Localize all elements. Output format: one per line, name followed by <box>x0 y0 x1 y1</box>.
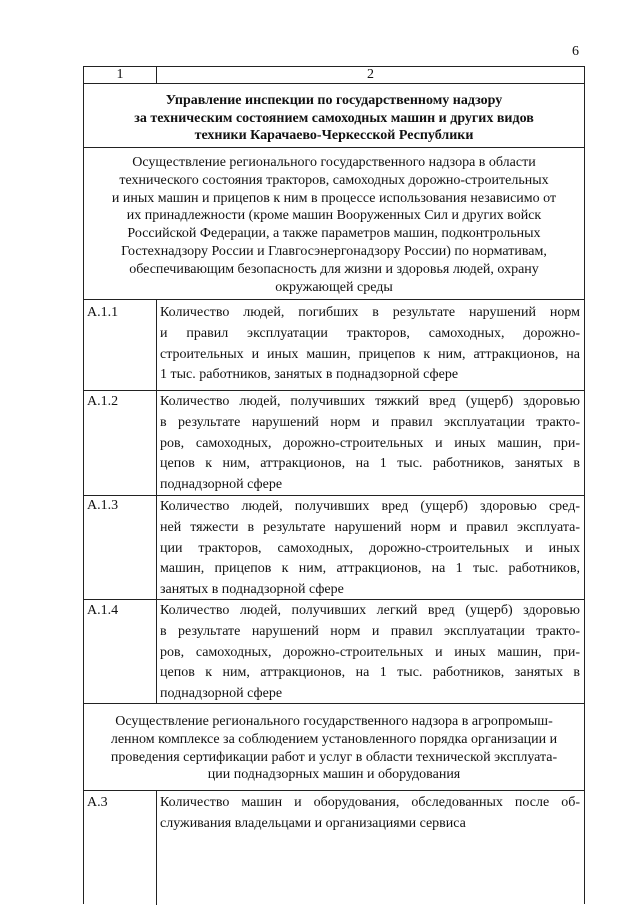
description-line: ров, самоходных, дорожно-строительных и иных машин, при- <box>160 644 580 660</box>
indicator-table <box>83 66 585 904</box>
description-line: цепов к ним, аттракционов, на 1 тыс. работников, занятых в <box>160 456 580 472</box>
column-divider <box>156 790 157 905</box>
section-heading-regional-supervision <box>84 154 584 296</box>
description-line: Количество людей, получивших легкий вред (ущерб) здоровью <box>160 603 580 618</box>
page-number: 6 <box>572 44 579 59</box>
description-line: поднадзорной сфере <box>160 686 283 702</box>
section-line: Осуществление регионального государственного надзора в агропромыш- <box>115 714 553 729</box>
divider <box>84 703 584 704</box>
description-line: машин, прицепов к ним, аттракционов, на 1 тыс. работников, <box>160 561 580 577</box>
description-line: и правил эксплуатации тракторов, самоходных, дорожно- <box>160 325 580 341</box>
indicator-description <box>160 392 580 496</box>
section-line: Гостехнадзору России и Главгосэнергонадзору России) по нормативам, <box>121 243 547 259</box>
column-1-header: 1 <box>84 67 157 83</box>
divider <box>84 390 584 391</box>
description-line: служивания владельцами и организациями сервиса <box>160 815 466 831</box>
description-line: занятых в поднадзорной сфере <box>160 582 344 598</box>
description-line: ции тракторов, самоходных, дорожно-строительных и иных <box>160 540 580 556</box>
agency-title-line: техники Карачаево-Черкесской Республики <box>194 128 474 143</box>
divider <box>84 790 584 791</box>
description-line: в результате нарушений норм и правил эксплуатации тракто- <box>160 623 580 639</box>
indicator-description <box>160 497 580 601</box>
section-heading-agro-certification <box>84 713 584 784</box>
indicator-description <box>160 793 580 835</box>
description-line: Количество людей, получивших вред (ущерб) здоровью сред- <box>160 499 580 514</box>
column-2-header: 2 <box>367 67 374 82</box>
indicator-code: А.1.1 <box>87 305 119 320</box>
agency-title-line: Управление инспекции по государственному надзору <box>165 93 503 108</box>
section-line: ленном комплексе за соблюдением установленного порядка организации и <box>110 731 558 747</box>
table-header-row <box>84 67 584 84</box>
agency-title-line: за техническим состоянием самоходных машин и других видов <box>134 110 534 126</box>
divider <box>84 495 584 496</box>
divider <box>84 299 584 300</box>
divider <box>84 599 584 600</box>
description-line: ней тяжести в результате нарушений норм и правил эксплуата- <box>160 519 580 535</box>
description-line: Количество машин и оборудования, обследованных после об- <box>160 795 580 810</box>
divider <box>84 147 584 148</box>
description-line: 1 тыс. работников, занятых в поднадзорной сфере <box>160 367 459 383</box>
indicator-code: А.1.4 <box>87 603 119 618</box>
indicator-description <box>160 601 580 705</box>
indicator-description <box>160 303 580 386</box>
section-line: ции поднадзорных машин и оборудования <box>207 767 461 783</box>
column-divider <box>156 299 157 703</box>
agency-title <box>84 92 584 145</box>
description-line: Количество людей, погибших в результате нарушений норм <box>160 305 580 320</box>
description-line: в результате нарушений норм и правил эксплуатации тракто- <box>160 414 580 430</box>
indicator-code: А.3 <box>87 795 108 810</box>
section-line: Осуществление регионального государственного надзора в области <box>132 155 536 170</box>
description-line: поднадзорной сфере <box>160 477 283 493</box>
indicator-code: А.1.2 <box>87 394 119 409</box>
description-line: строительных и иных машин, прицепов к ним, аттракционов, на <box>160 346 580 362</box>
description-line: ров, самоходных, дорожно-строительных и иных машин, при- <box>160 435 580 451</box>
section-line: их принадлежности (кроме машин Вооруженных Сил и других войск <box>126 208 542 224</box>
description-line: цепов к ним, аттракционов, на 1 тыс. работников, занятых в <box>160 665 580 681</box>
section-line: и иных машин и прицепов к ним в процессе использования независимо от <box>111 190 557 206</box>
description-line: Количество людей, получивших тяжкий вред (ущерб) здоровью <box>160 394 580 409</box>
section-line: Российской Федерации, а также параметров машин, подконтрольных <box>127 226 541 242</box>
indicator-code: А.1.3 <box>87 498 119 513</box>
section-line: технического состояния тракторов, самоходных дорожно-строительных <box>119 172 549 188</box>
section-line: проведения сертификации работ и услуг в области технической эксплуата- <box>110 749 558 765</box>
section-line: обеспечивающим безопасность для жизни и здоровья людей, охрану <box>129 261 539 277</box>
section-line: окружающей среды <box>275 279 393 295</box>
